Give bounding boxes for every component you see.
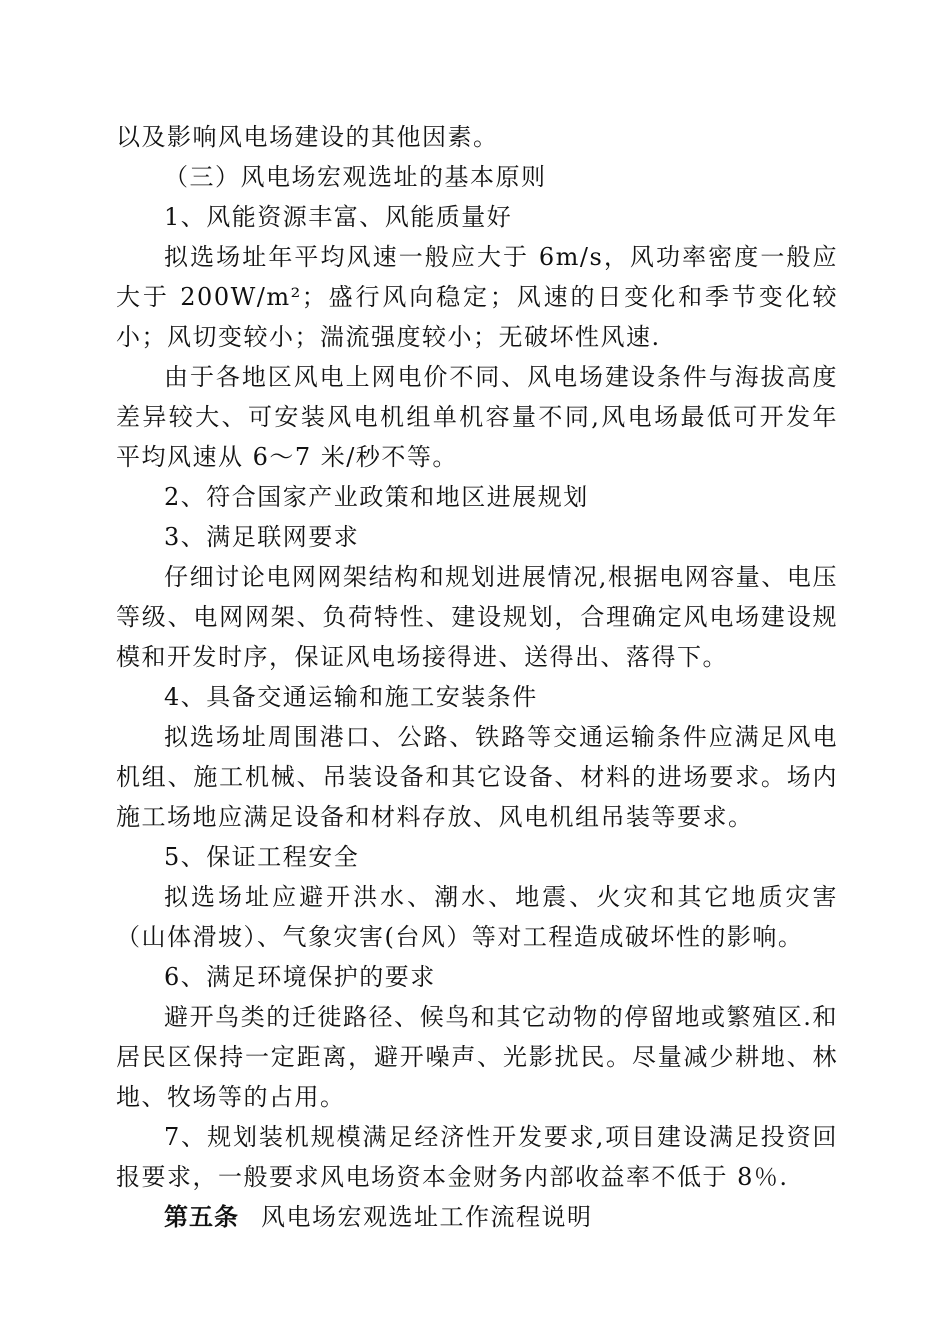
principle-heading-6: 6、满足环境保护的要求 bbox=[164, 963, 436, 991]
principle-heading-1: 1、风能资源丰富、风能质量好 bbox=[164, 203, 513, 231]
paragraph-regional-difference: 由于各地区风电上网电价不同、风电场建设条件与海拔高度差异较大、可安装风电机组单机容量不同,风电场最低可开发年平均风速从 6～7 米/秒不等。 bbox=[116, 363, 838, 471]
paragraph-transport: 拟选场址周围港口、公路、铁路等交通运输条件应满足风电机组、施工机械、吊装设备和其它设备、材料的进场要求。场内施工场地应满足设备和材料存放、风电机组吊装等要求。 bbox=[116, 723, 838, 831]
article-title: 风电场宏观选址工作流程说明 bbox=[261, 1203, 593, 1231]
principle-heading-7: 7、规划装机规模满足经济性开发要求,项目建设满足投资回报要求，一般要求风电场资本金财务内部收益率不低于 8％. bbox=[116, 1123, 838, 1191]
principle-heading-5: 5、保证工程安全 bbox=[164, 843, 360, 871]
paragraph-environment: 避开鸟类的迁徙路径、候鸟和其它动物的停留地或繁殖区.和居民区保持一定距离，避开噪声、光影扰民。尽量减少耕地、林地、牧场等的占用。 bbox=[116, 1003, 838, 1111]
principle-heading-4: 4、具备交通运输和施工安装条件 bbox=[164, 683, 538, 711]
paragraph-continuation: 以及影响风电场建设的其他因素。 bbox=[116, 123, 499, 151]
principle-heading-3: 3、满足联网要求 bbox=[164, 523, 360, 551]
paragraph-grid-connection: 仔细讨论电网网架结构和规划进展情况,根据电网容量、电压等级、电网网架、负荷特性、建设规划，合理确定风电场建设规模和开发时序，保证风电场接得进、送得出、落得下。 bbox=[116, 563, 838, 671]
paragraph-wind-criteria: 拟选场址年平均风速一般应大于 6m/s，风功率密度一般应大于 200W/m²；盛行风向稳定；风速的日变化和季节变化较小；风切变较小；湍流强度较小；无破坏性风速. bbox=[116, 243, 838, 351]
document-body bbox=[116, 117, 838, 1237]
article-number: 第五条 bbox=[164, 1203, 239, 1231]
principle-heading-2: 2、符合国家产业政策和地区进展规划 bbox=[164, 483, 589, 511]
paragraph-safety: 拟选场址应避开洪水、潮水、地震、火灾和其它地质灾害（山体滑坡）、气象灾害(台风）等对工程造成破坏性的影响。 bbox=[116, 883, 838, 951]
section-heading: （三）风电场宏观选址的基本原则 bbox=[164, 163, 547, 191]
article-heading bbox=[116, 1197, 838, 1237]
